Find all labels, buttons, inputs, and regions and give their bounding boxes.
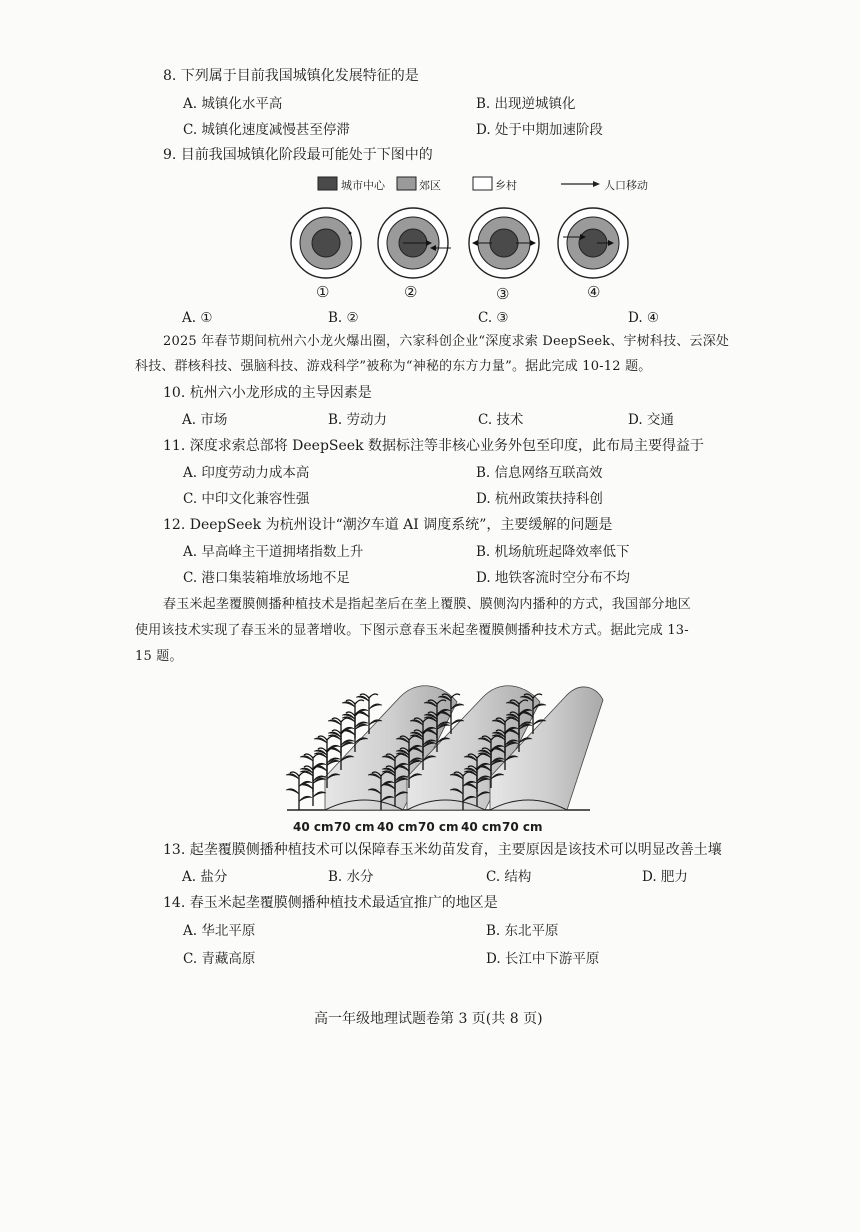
stage-3-label: ③ xyxy=(496,285,510,303)
q12-option-a: A. 早高峰主干道拥堵指数上升 xyxy=(183,544,364,560)
q11-option-d: D. 杭州政策扶持科创 xyxy=(476,491,603,507)
corn-plant-icon xyxy=(286,772,312,810)
spacing-label-2: 70 cm xyxy=(334,820,375,834)
q9-option-d: D. ④ xyxy=(628,310,660,326)
corn-plant-icon xyxy=(300,754,326,792)
passage1-line1: 2025 年春节期间杭州六小龙火爆出圈，六家科创企业“深度求索 DeepSeek、宇树科技、云深处 xyxy=(163,334,730,349)
q10-option-d: D. 交通 xyxy=(628,412,674,428)
q11-option-a: A. 印度劳动力成本高 xyxy=(183,465,310,481)
q10-option-c: C. 技术 xyxy=(478,412,524,428)
q13-stem: 13. 起垄覆膜侧播种植技术可以保障春玉米幼苗发育，主要原因是该技术可以明显改善土壤 xyxy=(163,842,722,858)
q13-option-a: A. 盐分 xyxy=(182,869,228,885)
q8-option-a: A. 城镇化水平高 xyxy=(183,96,283,112)
q12-option-c: C. 港口集装箱堆放场地不足 xyxy=(183,570,350,586)
ridge-film-planting-diagram xyxy=(285,672,595,822)
q10-option-b: B. 劳动力 xyxy=(328,412,388,428)
spacing-label-6: 70 cm xyxy=(502,820,543,834)
passage2-line2: 使用该技术实现了春玉米的显著增收。下图示意春玉米起垄覆膜侧播种技术方式。据此完成 13- xyxy=(135,623,689,638)
legend-rural-label: 乡村 xyxy=(495,179,517,192)
q12-option-b: B. 机场航班起降效率低下 xyxy=(476,544,630,560)
q12-option-d: D. 地铁客流时空分布不均 xyxy=(476,570,630,586)
q9-option-c: C. ③ xyxy=(478,310,509,326)
q8-option-c: C. 城镇化速度减慢甚至停滞 xyxy=(183,122,350,138)
q14-option-c: C. 青藏高原 xyxy=(183,951,256,967)
stage-2-diagram xyxy=(378,208,451,278)
q11-stem: 11. 深度求索总部将 DeepSeek 数据标注等非核心业务外包至印度，此布局主要得益于 xyxy=(163,438,705,454)
legend-suburb-swatch xyxy=(397,177,416,190)
spacing-label-3: 40 cm xyxy=(377,820,418,834)
spacing-label-4: 70 cm xyxy=(418,820,459,834)
film-ridges xyxy=(325,686,603,810)
q13-option-b: B. 水分 xyxy=(328,869,374,885)
q9-stem: 9. 目前我国城镇化阶段最可能处于下图中的 xyxy=(163,147,433,163)
passage2-line1: 春玉米起垄覆膜侧播种植技术是指起垄后在垄上覆膜、膜侧沟内播种的方式，我国部分地区 xyxy=(163,597,692,612)
stage-1-label: ① xyxy=(316,283,330,301)
page-footer: 高一年级地理试题卷第 3 页(共 8 页) xyxy=(314,1011,543,1027)
legend-suburb-label: 郊区 xyxy=(419,179,441,192)
stage-3-diagram xyxy=(469,208,539,278)
stage-4-diagram xyxy=(558,208,628,278)
stage-4-label: ④ xyxy=(587,283,601,301)
q10-option-a: A. 市场 xyxy=(182,412,228,428)
spacing-label-5: 40 cm xyxy=(461,820,502,834)
q14-option-a: A. 华北平原 xyxy=(183,923,256,939)
passage1-line2: 科技、群核科技、强脑科技、游戏科学”被称为“神秘的东方力量”。据此完成 10-12 题。 xyxy=(135,359,652,374)
q13-option-c: C. 结构 xyxy=(486,869,532,885)
spacing-label-1: 40 cm xyxy=(293,820,334,834)
legend-city-label: 城市中心 xyxy=(341,179,385,192)
q14-option-b: B. 东北平原 xyxy=(486,923,559,939)
q10-stem: 10. 杭州六小龙形成的主导因素是 xyxy=(163,385,372,401)
corn-plant-icon xyxy=(342,700,368,738)
q9-option-b: B. ② xyxy=(328,310,359,326)
q14-option-d: D. 长江中下游平原 xyxy=(486,951,600,967)
q8-option-d: D. 处于中期加速阶段 xyxy=(476,122,603,138)
q8-stem: 8. 下列属于目前我国城镇化发展特征的是 xyxy=(163,68,419,84)
q13-option-d: D. 肥力 xyxy=(642,869,688,885)
q11-option-c: C. 中印文化兼容性强 xyxy=(183,491,310,507)
stage-2-label: ② xyxy=(404,283,418,301)
q11-option-b: B. 信息网络互联高效 xyxy=(476,465,603,481)
legend-arrow-head-icon xyxy=(593,181,600,187)
passage2-line3: 15 题。 xyxy=(135,649,183,664)
legend-move-label: 人口移动 xyxy=(604,179,648,192)
q14-stem: 14. 春玉米起垄覆膜侧播种植技术最适宜推广的地区是 xyxy=(163,895,498,911)
stage-1-diagram xyxy=(291,208,361,278)
legend-rural-swatch xyxy=(473,177,492,190)
urbanization-stage-diagram xyxy=(285,203,645,283)
q12-stem: 12. DeepSeek 为杭州设计“潮汐车道 AI 调度系统”，主要缓解的问题是 xyxy=(163,517,613,533)
q8-option-b: B. 出现逆城镇化 xyxy=(476,96,576,112)
legend-city-swatch xyxy=(318,177,337,190)
q9-option-a: A. ① xyxy=(182,310,213,326)
